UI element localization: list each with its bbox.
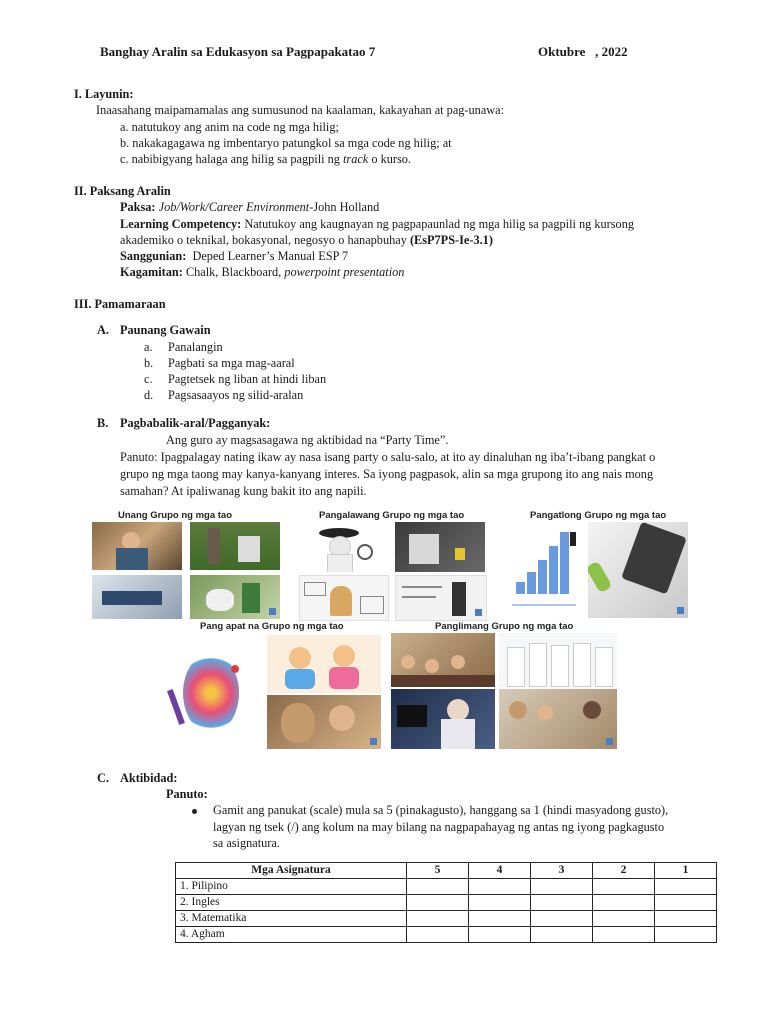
sketch-diagram [299, 575, 389, 621]
layunin-intro: Inaasahang maipamamalas ang sumusunod na kaalaman, kakayahan at pag-unawa: [96, 103, 505, 117]
column-header: Mga Asignatura [176, 863, 407, 879]
counseling-photo [499, 689, 617, 749]
subsection-c-letter: C. [97, 771, 109, 785]
learning-competency-line2: akademiko o teknikal, bokasyonal, negosyo o hanapbuhay (EsP7PS-Ie-3.1) [120, 233, 493, 247]
subject-cell: 3. Matematika [176, 911, 407, 927]
column-header: 4 [469, 863, 531, 879]
rating-cell[interactable] [469, 879, 531, 895]
group-5-collage [389, 621, 619, 751]
list-item-text: Panalangin [168, 340, 223, 354]
interest-scale-table [175, 862, 717, 943]
subsection-a-letter: A. [97, 323, 109, 337]
column-header: 1 [655, 863, 717, 879]
rating-cell[interactable] [593, 927, 655, 943]
list-item: b. [144, 356, 154, 370]
rating-cell[interactable] [469, 911, 531, 927]
repair-photo [92, 575, 182, 619]
section-layunin-heading: I. Layunin: [74, 87, 134, 101]
panuto-label: Panuto: [166, 787, 208, 801]
pagganyak-line3: grupo ng mga taong may kanya-kanyang interes. Sa iyong pagpasok, alin sa mga grupong ito ang nais mong [120, 467, 654, 481]
medical-team-photo [499, 633, 617, 687]
rating-cell[interactable] [655, 895, 717, 911]
reporter-photo [391, 689, 495, 749]
rating-cell[interactable] [531, 927, 593, 943]
arts-collage-graphic [159, 635, 263, 749]
layunin-item-a: a. natutukoy ang anim na code ng mga hilig; [120, 120, 339, 134]
rating-cell[interactable] [407, 927, 469, 943]
group-4-collage [153, 621, 383, 751]
group-2-collage [293, 507, 489, 619]
whiteboard-photo [395, 575, 487, 621]
instruction-line2: lagyan ng tsek (/) ang kolum na may bilang na nagpapahayag ng antas ng iyong pagkagusto [213, 820, 665, 834]
list-item-text: Pagsasaayos ng silid-aralan [168, 388, 304, 402]
dog-care-photo [190, 575, 280, 619]
instruction-line3: sa asignatura. [213, 836, 280, 850]
list-item: c. [144, 372, 153, 386]
section-pamamaraan-heading: III. Pamamaraan [74, 297, 166, 311]
group-4-caption: Pang apat na Grupo ng mga tao [200, 621, 344, 632]
column-header: 5 [407, 863, 469, 879]
rating-cell[interactable] [655, 879, 717, 895]
sanggunian-line: Sanggunian: Deped Learner’s Manual ESP 7 [120, 249, 349, 263]
group-3-caption: Pangatlong Grupo ng mga tao [530, 510, 667, 521]
workshop-photo [92, 522, 182, 570]
classroom-photo [391, 633, 495, 687]
rating-cell[interactable] [469, 927, 531, 943]
instruction-line1: Gamit ang panukat (scale) mula sa 5 (pinakagusto), hanggang sa 1 (hindi masyadong gusto), [213, 803, 669, 817]
table-header-row [176, 863, 717, 879]
group-3-collage [496, 507, 692, 619]
pagganyak-line1: Ang guro ay magsasagawa ng aktibidad na “Party Time”. [166, 433, 449, 447]
detective-figure [299, 522, 387, 572]
rating-cell[interactable] [469, 895, 531, 911]
document-title: Banghay Aralin sa Edukasyon sa Pagpapakatao 7 [100, 44, 376, 59]
table-row [176, 927, 717, 943]
rating-cell[interactable] [407, 895, 469, 911]
list-item: d. [144, 388, 154, 402]
table-row [176, 911, 717, 927]
column-header: 2 [593, 863, 655, 879]
list-item: a. [144, 340, 153, 354]
group-5-caption: Panglimang Grupo ng mga tao [435, 621, 574, 632]
group-1-caption: Unang Grupo ng mga tao [118, 510, 232, 521]
subject-cell: 1. Pilipino [176, 879, 407, 895]
rating-cell[interactable] [531, 879, 593, 895]
rating-cell[interactable] [655, 927, 717, 943]
subject-cell: 2. Ingles [176, 895, 407, 911]
subsection-c-title: Aktibidad: [120, 771, 178, 785]
rating-cell[interactable] [531, 911, 593, 927]
rating-cell[interactable] [531, 895, 593, 911]
rating-cell[interactable] [593, 895, 655, 911]
pagganyak-line2: Panuto: Ipagpalagay nating ikaw ay nasa isang party o salu-salo, at ito ay dinaluhan ng iba’t-ibang pangkat o [120, 450, 656, 464]
rating-cell[interactable] [593, 879, 655, 895]
document-date: Oktubre , 2022 [538, 44, 628, 59]
layunin-item-b: b. nakakagagawa ng imbentaryo patungkol sa mga code ng hilig; at [120, 136, 452, 150]
rating-cell[interactable] [655, 911, 717, 927]
table-row [176, 879, 717, 895]
table-row [176, 895, 717, 911]
bullet-icon [192, 809, 197, 814]
section-paksa-heading: II. Paksang Aralin [74, 184, 171, 198]
singing-kids-graphic [267, 635, 381, 693]
subsection-b-title: Pagbabalik-aral/Pagganyak: [120, 416, 271, 430]
layunin-item-c: c. nabibigyang halaga ang hilig sa pagpili ng track o kurso. [120, 152, 411, 166]
rating-cell[interactable] [593, 911, 655, 927]
rating-cell[interactable] [407, 911, 469, 927]
list-item-text: Pagbati sa mga mag-aaral [168, 356, 295, 370]
kagamitan-line: Kagamitan: Chalk, Blackboard, powerpoint presentation [120, 265, 405, 279]
rating-cell[interactable] [407, 879, 469, 895]
bar-chart-graphic [498, 522, 586, 618]
group-1-collage [90, 507, 286, 619]
forensic-photo [395, 522, 485, 572]
sculptor-photo [267, 695, 381, 749]
calculator-photo [588, 522, 688, 618]
paksa-line: Paksa: Job/Work/Career Environment-John Holland [120, 200, 380, 214]
pagganyak-line4: samahan? At ipaliwanag kung bakit ito ang napili. [120, 484, 367, 498]
subject-cell: 4. Agham [176, 927, 407, 943]
list-item-text: Pagtetsek ng liban at hindi liban [168, 372, 327, 386]
gardening-photo [190, 522, 280, 570]
subsection-a-title: Paunang Gawain [120, 323, 211, 337]
subsection-b-letter: B. [97, 416, 109, 430]
column-header: 3 [531, 863, 593, 879]
learning-competency-line1: Learning Competency: Natutukoy ang kaugnayan ng pagpapaunlad ng mga hilig sa pagpili ng kursong [120, 217, 634, 231]
group-2-caption: Pangalawang Grupo ng mga tao [319, 510, 465, 521]
